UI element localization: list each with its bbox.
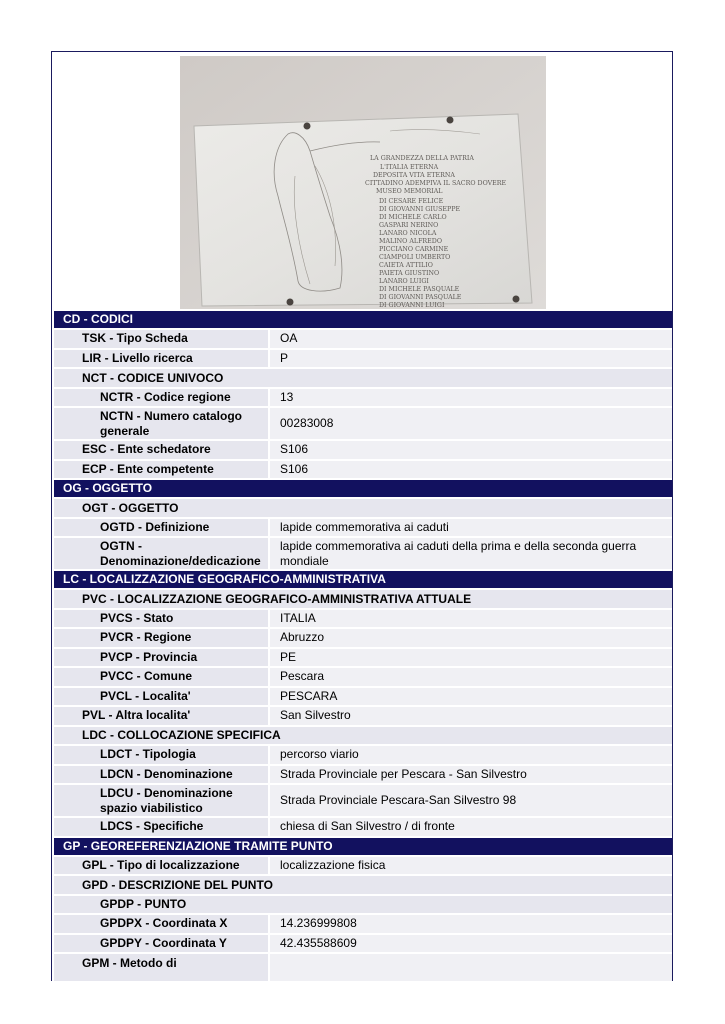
field-group-pvc (54, 590, 672, 608)
field-label: OGTD - Definizione (54, 519, 268, 537)
field-label: OGTN - Denominazione/dedicazione (54, 538, 268, 569)
field-row-ldcn (54, 766, 672, 784)
field-group-label: GPDP - PUNTO (54, 896, 672, 914)
field-value: ITALIA (270, 610, 672, 628)
lapide-photo (180, 56, 546, 309)
svg-text:PICCIANO CARMINE: PICCIANO CARMINE (379, 246, 449, 253)
field-label: LDCN - Denominazione (54, 766, 268, 784)
field-row-ecp (54, 461, 672, 479)
field-value: percorso viario (270, 746, 672, 764)
field-label: PVCL - Localita' (54, 688, 268, 706)
field-row-ogtd (54, 519, 672, 537)
field-label: NCTN - Numero catalogo generale (54, 408, 268, 439)
section-header-cd: CD - CODICI (54, 311, 672, 328)
record-frame (51, 51, 673, 981)
svg-text:LA GRANDEZZA DELLA PATRIA: LA GRANDEZZA DELLA PATRIA (370, 155, 474, 162)
field-row-lir (54, 350, 672, 368)
field-row-ogtn (54, 538, 672, 569)
field-group-label: LDC - COLLOCAZIONE SPECIFICA (54, 727, 672, 745)
field-value: PESCARA (270, 688, 672, 706)
field-label: PVCR - Regione (54, 629, 268, 647)
field-row-gpm (54, 954, 672, 981)
field-group-gpdp (54, 896, 672, 914)
svg-text:MUSEO MEMORIAL: MUSEO MEMORIAL (376, 188, 443, 195)
field-label: PVCC - Comune (54, 668, 268, 686)
field-row-pvl (54, 707, 672, 725)
record-table (54, 311, 672, 981)
field-value: 42.435588609 (270, 935, 672, 953)
svg-text:DI GIOVANNI GIUSEPPE: DI GIOVANNI GIUSEPPE (379, 206, 461, 213)
section-header-lc: LC - LOCALIZZAZIONE GEOGRAFICO-AMMINISTRATIVA (54, 571, 672, 588)
field-row-gpdpy (54, 935, 672, 953)
field-value: localizzazione fisica (270, 857, 672, 875)
svg-text:DI CESARE FELICE: DI CESARE FELICE (379, 198, 444, 205)
section-header-gp: GP - GEOREFERENZIAZIONE TRAMITE PUNTO (54, 838, 672, 855)
field-row-gpl (54, 857, 672, 875)
svg-text:DI GIOVANNI PASQUALE: DI GIOVANNI PASQUALE (379, 294, 462, 301)
field-row-tsk (54, 330, 672, 348)
field-label: GPM - Metodo di (54, 954, 268, 981)
field-row-pvcr (54, 629, 672, 647)
field-label: NCTR - Codice regione (54, 389, 268, 407)
field-group-label: GPD - DESCRIZIONE DEL PUNTO (54, 876, 672, 894)
field-value: lapide commemorativa ai caduti (270, 519, 672, 537)
field-row-nctn (54, 408, 672, 439)
field-row-ldcs (54, 818, 672, 836)
field-row-pvcp (54, 649, 672, 667)
field-row-ldct (54, 746, 672, 764)
field-row-pvcc (54, 668, 672, 686)
field-value: chiesa di San Silvestro / di fronte (270, 818, 672, 836)
field-group-ogt (54, 499, 672, 517)
svg-text:DI GIOVANNI LUIGI: DI GIOVANNI LUIGI (379, 302, 445, 309)
field-row-ldcu (54, 785, 672, 816)
field-label: PVCS - Stato (54, 610, 268, 628)
field-value: OA (270, 330, 672, 348)
svg-text:L'ITALIA ETERNA: L'ITALIA ETERNA (380, 164, 439, 171)
field-label: LDCU - Denominazione spazio viabilistico (54, 785, 268, 816)
field-value (270, 954, 672, 981)
field-label: ESC - Ente schedatore (54, 441, 268, 459)
field-group-nct (54, 369, 672, 387)
svg-text:DI MICHELE CARLO: DI MICHELE CARLO (379, 214, 447, 221)
svg-text:LANARO LUIGI: LANARO LUIGI (379, 278, 429, 285)
field-value: 13 (270, 389, 672, 407)
field-row-gpdpx (54, 915, 672, 933)
section-header-og: OG - OGGETTO (54, 480, 672, 497)
field-row-esc (54, 441, 672, 459)
svg-text:PAIETA GIUSTINO: PAIETA GIUSTINO (379, 270, 440, 277)
field-value: Strada Provinciale Pescara-San Silvestro 98 (270, 785, 672, 816)
field-label: LIR - Livello ricerca (54, 350, 268, 368)
field-group-label: NCT - CODICE UNIVOCO (54, 369, 672, 387)
field-value: PE (270, 649, 672, 667)
svg-text:GASPARI NERINO: GASPARI NERINO (379, 222, 439, 229)
field-label: TSK - Tipo Scheda (54, 330, 268, 348)
field-value: 14.236999808 (270, 915, 672, 933)
field-value: S106 (270, 441, 672, 459)
field-group-ldc (54, 727, 672, 745)
svg-text:LANARO NICOLA: LANARO NICOLA (379, 230, 437, 237)
field-label: ECP - Ente competente (54, 461, 268, 479)
field-value: P (270, 350, 672, 368)
field-label: PVL - Altra localita' (54, 707, 268, 725)
field-value: Pescara (270, 668, 672, 686)
field-value: San Silvestro (270, 707, 672, 725)
field-label: LDCS - Specifiche (54, 818, 268, 836)
field-group-gpd (54, 876, 672, 894)
field-label: GPL - Tipo di localizzazione (54, 857, 268, 875)
field-row-pvcs (54, 610, 672, 628)
field-value: Strada Provinciale per Pescara - San Silvestro (270, 766, 672, 784)
field-row-pvcl (54, 688, 672, 706)
field-label: PVCP - Provincia (54, 649, 268, 667)
field-value: 00283008 (270, 408, 672, 439)
field-value: lapide commemorativa ai caduti della prima e della seconda guerra mondiale (270, 538, 672, 569)
field-label: GPDPY - Coordinata Y (54, 935, 268, 953)
field-label: GPDPX - Coordinata X (54, 915, 268, 933)
svg-text:CITTADINO ADEMPIVA IL SACRO DO: CITTADINO ADEMPIVA IL SACRO DOVERE (365, 180, 507, 187)
plaque-illustration (180, 56, 546, 309)
svg-text:DI MICHELE PASQUALE: DI MICHELE PASQUALE (379, 286, 460, 293)
field-value: Abruzzo (270, 629, 672, 647)
svg-text:MALINO ALFREDO: MALINO ALFREDO (379, 238, 442, 245)
svg-text:DEPOSITA VITA ETERNA: DEPOSITA VITA ETERNA (373, 172, 455, 179)
field-value: S106 (270, 461, 672, 479)
svg-text:CIAMPOLI UMBERTO: CIAMPOLI UMBERTO (379, 254, 451, 261)
field-row-nctr (54, 389, 672, 407)
field-label: LDCT - Tipologia (54, 746, 268, 764)
field-group-label: PVC - LOCALIZZAZIONE GEOGRAFICO-AMMINISTRATIVA ATTUALE (54, 590, 672, 608)
field-group-label: OGT - OGGETTO (54, 499, 672, 517)
svg-text:CAIETA ATTILIO: CAIETA ATTILIO (379, 262, 433, 269)
